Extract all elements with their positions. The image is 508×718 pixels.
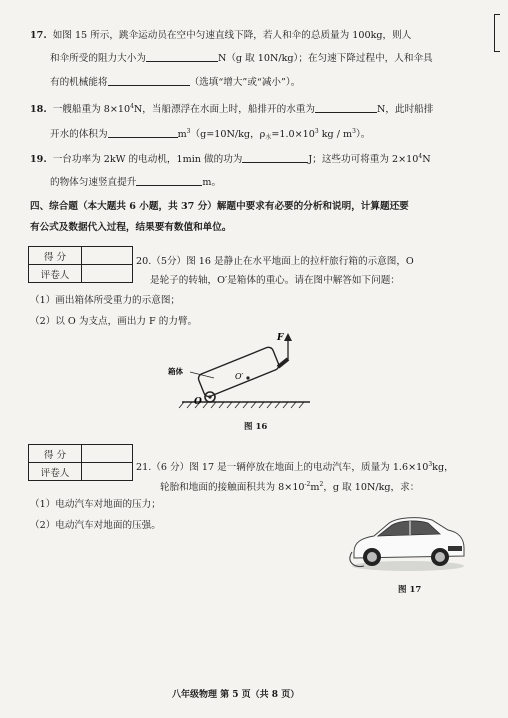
score-table	[28, 444, 133, 481]
grader-cell[interactable]	[82, 463, 133, 481]
force-label: F	[277, 333, 284, 343]
box-label-leader	[190, 372, 214, 378]
q17-line1: 如图 15 所示，跳伞运动员在空中匀速直线下降，若人和伞的总质量为 100kg，则人	[52, 30, 412, 41]
question-21: 21.（6 分）图 17 是一辆停放在地面上的电动汽车，质量为 $1.6\times 10^3kg$，	[136, 461, 454, 473]
margin-bracket	[494, 14, 500, 52]
grader-label: 评卷人	[29, 463, 82, 481]
pivot-point	[208, 395, 211, 398]
figure-17-car	[348, 508, 466, 574]
q20-sub2: （2）以 O 为支点，画出力 F 的力臂。	[30, 316, 198, 327]
q21-sub1: （1）电动汽车对地面的压力；	[30, 499, 161, 510]
q21-line2: 轮胎和地面的接触面积共为 $8\times 10^{-2}m^2$，g 取 10N/kg，求：	[160, 481, 420, 493]
score-label: 得 分	[29, 247, 82, 265]
section-4-heading: 四、综合题（本大题共 6 小题，共 37 分）解题中要求有必要的分析和说明，计算题还要	[30, 201, 409, 212]
figure-16-caption: 图 16	[244, 422, 268, 432]
pull-handle	[278, 359, 288, 367]
question-number: 17.	[30, 30, 47, 41]
answer-blank[interactable]	[136, 176, 202, 186]
answer-blank[interactable]	[108, 128, 178, 138]
figure-17-caption: 图 17	[398, 585, 422, 595]
pivot-label: O	[194, 397, 202, 407]
question-20: 20.（5分）图 16 是静止在水平地面上的拉杆旅行箱的示意图，O	[136, 256, 414, 267]
score-cell[interactable]	[82, 445, 133, 463]
grader-label: 评卷人	[29, 265, 82, 283]
answer-blank[interactable]	[146, 52, 218, 62]
rear-rim	[367, 552, 377, 562]
q21-sub2: （2）电动汽车对地面的压强。	[30, 520, 161, 531]
center-of-gravity	[246, 376, 249, 379]
q20-line2: 是轮子的转轴，O′是箱体的重心。请在图中解答如下问题：	[150, 275, 400, 286]
page-footer: 八年级物理 第 5 页（共 8 页）	[172, 690, 300, 700]
q18-line2: 开水的体积为 $m^3(g=10N/kg$，$\rho_水=1.0\times 10^3$ kg / $m^3$）。	[50, 128, 371, 141]
grader-cell[interactable]	[82, 265, 133, 283]
q17-line3: 有的机械能将 （选填“增大”或“减小”）。	[50, 77, 301, 88]
question-17	[30, 30, 411, 42]
q20-sub1: （1）画出箱体所受重力的示意图；	[30, 295, 181, 306]
section-4-instructions: 有公式及数据代入过程，结果要有数值和单位。	[30, 222, 232, 233]
q17-line2: 和伞所受的阻力大小为 N（g 取 10N/kg）；在匀速下降过程中，人和伞具	[50, 53, 433, 64]
question-19: 19. 一台功率为 2kW 的电动机，1min 做的功为 J；这些功可将重为 $2\times 10^4N$	[30, 153, 431, 165]
box-label: 箱体	[168, 367, 183, 376]
q19-line2: 的物体匀速竖直提升 m。	[50, 177, 222, 188]
score-cell[interactable]	[82, 247, 133, 265]
answer-blank[interactable]	[242, 153, 308, 163]
figure-16	[160, 332, 320, 417]
question-18: 18. 一艘船重为 $8\times 10^4N$，当船漂浮在水面上时，船排开的水重为 N，此时船排	[30, 103, 434, 115]
cg-label: O′	[235, 372, 244, 381]
score-table	[28, 246, 133, 283]
force-arrowhead	[284, 333, 292, 341]
answer-blank[interactable]	[315, 103, 377, 113]
car-grille	[448, 546, 462, 551]
score-label: 得 分	[29, 445, 82, 463]
answer-blank[interactable]	[108, 76, 190, 86]
front-rim	[435, 552, 445, 562]
